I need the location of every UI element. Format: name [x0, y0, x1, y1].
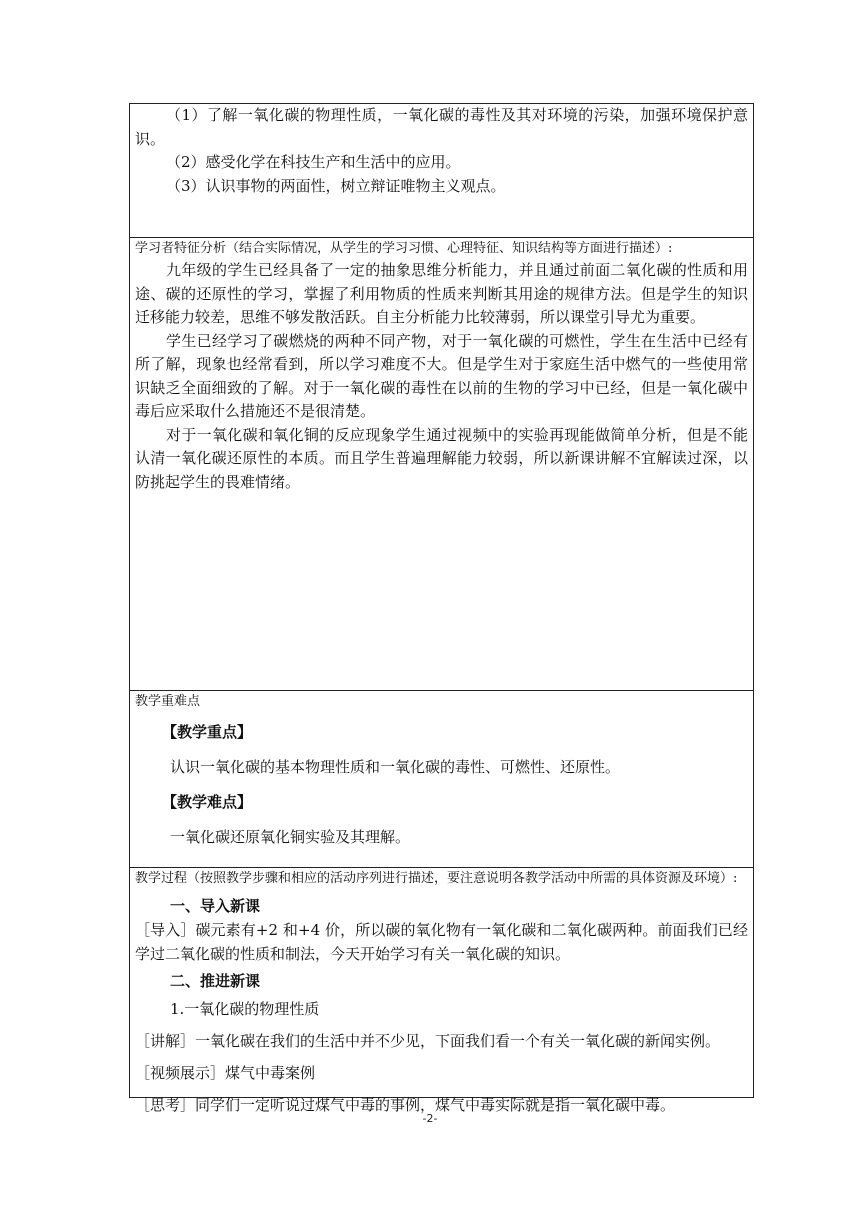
objectives-cell: [130, 104, 753, 238]
subsection-physical-properties: 1.一氧化碳的物理性质: [170, 1000, 320, 1018]
analysis-paragraph: 九年级的学生已经具备了一定的抽象思维分析能力，并且通过前面二氧化碳的性质和用途、碳的还原性的学习，掌握了利用物质的性质来判断其用途的规律方法。但是学生的知识迁移能力较差，思维不够发散活跃。自主分析能力比较薄弱，所以课堂引导尤为重要。: [135, 261, 748, 326]
section-new-lesson-heading: 二、推进新课: [170, 972, 261, 990]
difficulty-text: 一氧化碳还原氧化铜实验及其理解。: [170, 828, 411, 846]
key-points-cell: [130, 691, 753, 868]
learner-analysis-label: 学习者特征分析（结合实际情况，从学生的学习习惯、心理特征、知识结构等方面进行描述）:: [135, 241, 673, 256]
focus-heading: 【教学重点】: [162, 723, 253, 741]
analysis-paragraph: 对于一氧化碳和氧化铜的反应现象学生通过视频中的实验再现能做简单分析，但是不能认清一氧化碳还原性的本质。而且学生普遍理解能力较弱，所以新课讲解不宜解读过深，以防挑起学生的畏难情绪。: [135, 425, 748, 491]
intro-paragraph: ［导入］碳元素有+2 和+4 价，所以碳的氧化物有一氧化碳和二氧化碳两种。前面我们已经学过二氧化碳的性质和制法，今天开始学习有关一氧化碳的知识。: [135, 921, 748, 963]
objective-item: （2）感受化学在科技生产和生活中的应用。: [166, 153, 461, 171]
difficulty-heading: 【教学难点】: [162, 793, 253, 811]
page-number: -2-: [422, 1112, 438, 1125]
section-import-heading: 一、导入新课: [170, 897, 261, 915]
key-points-label: 教学重难点: [135, 694, 201, 709]
focus-text: 认识一氧化碳的基本物理性质和一氧化碳的毒性、可燃性、还原性。: [170, 758, 621, 776]
lecture-paragraph: ［讲解］一氧化碳在我们的生活中并不少见，下面我们看一个有关一氧化碳的新闻实例。: [135, 1032, 721, 1050]
objective-item: （1）了解一氧化碳的物理性质，一氧化碳的毒性及其对环境的污染，加强环境保护意识。: [135, 106, 748, 148]
analysis-paragraph: 学生已经学习了碳燃烧的两种不同产物，对于一氧化碳的可燃性，学生在生活中已经有所了解，现象也经常看到，所以学习难度不大。但是学生对于家庭生活中燃气的一些使用常识缺乏全面细致的了解。对于一氧化碳的毒性在以前的生物的学习中已经，但是一氧化碳中毒后应采取什么措施还不是很清楚。: [135, 331, 748, 420]
objective-item: （3）认识事物的两面性，树立辩证唯物主义观点。: [166, 176, 506, 195]
think-line: ［思考］同学们一定听说过煤气中毒的事例，煤气中毒实际就是指一氧化碳中毒。: [135, 1096, 676, 1114]
learner-analysis-cell: [130, 238, 753, 691]
process-label: 教学过程（按照教学步骤和相应的活动序列进行描述，要注意说明各教学活动中所需的具体资源及环境）:: [135, 871, 738, 886]
video-line: ［视频展示］煤气中毒案例: [135, 1064, 316, 1082]
process-cell: [130, 868, 753, 1114]
lesson-plan-table: [129, 103, 754, 1114]
